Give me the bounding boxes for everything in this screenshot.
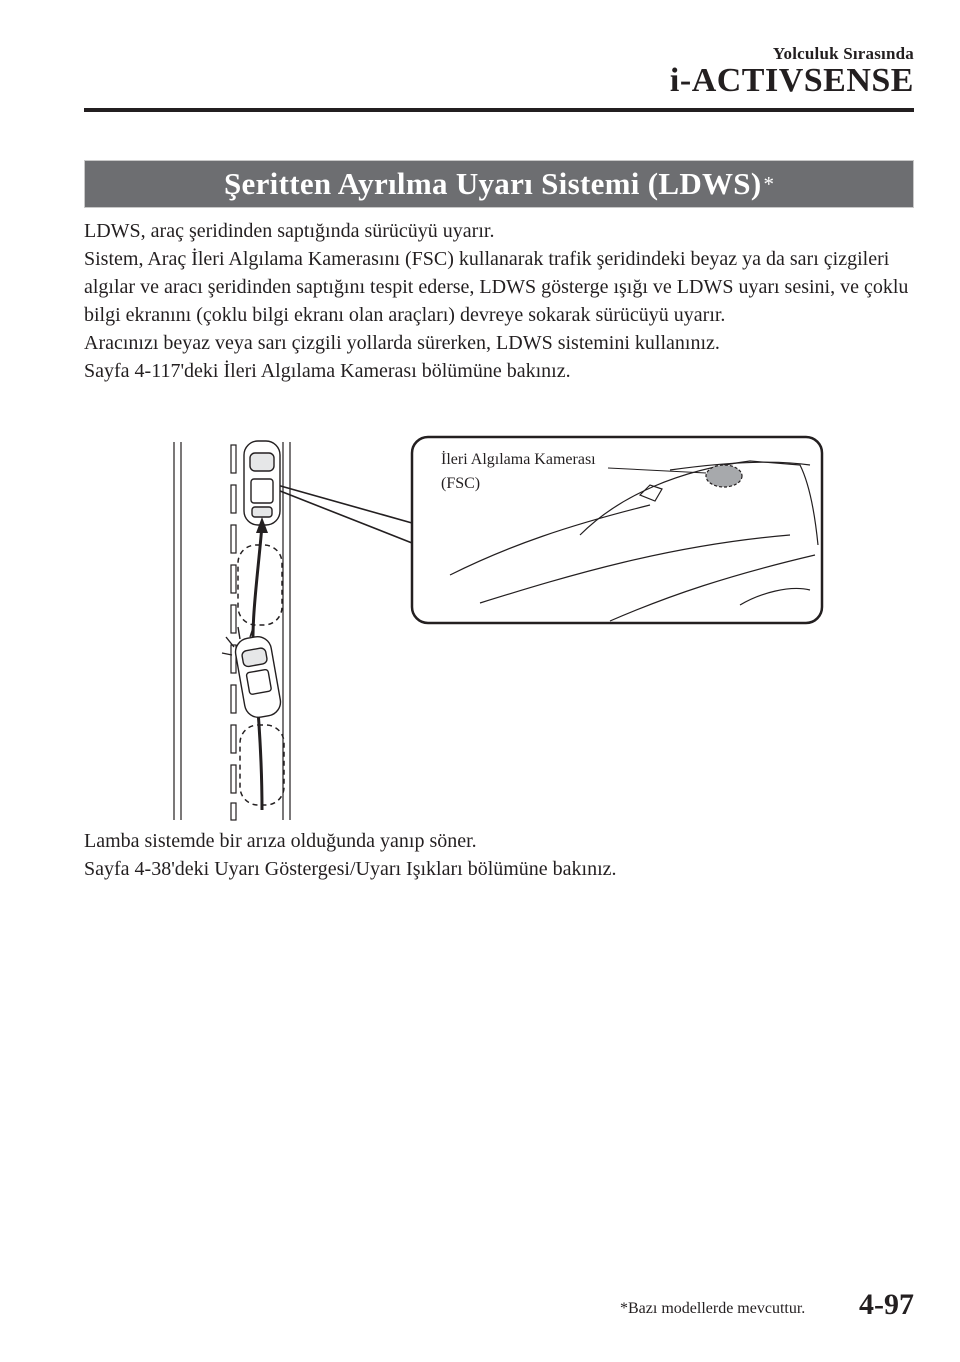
callout-line: İleri Algılama Kamerası: [441, 451, 596, 468]
camera-marker: [706, 465, 742, 487]
title-footnote-marker: *: [763, 171, 774, 196]
callout-leader: [270, 483, 412, 523]
car-departing-icon: [233, 634, 282, 719]
footnote: *Bazı modellerde mevcuttur.: [620, 1300, 806, 1317]
lamp-info-text: [84, 827, 924, 883]
paragraph: LDWS, araç şeridinden saptığında sürücüyü uyarır.: [84, 220, 495, 242]
lane-marking-dashes: [231, 445, 236, 820]
paragraph: Lamba sistemde bir arıza olduğunda yanıp söner.: [84, 830, 477, 852]
car-top-icon: [244, 441, 280, 525]
section-title: i-ACTIVSENSE: [669, 62, 914, 99]
callout-line: (FSC): [441, 475, 481, 492]
page-number: 4-97: [859, 1288, 914, 1321]
paragraph: Sayfa 4-117'deki İleri Algılama Kamerası bölümüne bakınız.: [84, 360, 571, 382]
paragraph: Sayfa 4-38'deki Uyarı Göstergesi/Uyarı Işıkları bölümüne bakınız.: [84, 858, 617, 880]
page-title: Şeritten Ayrılma Uyarı Sistemi (LDWS): [224, 166, 762, 201]
paragraph: Sistem, Araç İleri Algılama Kamerasını (FSC) kullanarak trafik şeridindeki beyaz ya da sarı çizgileri algılar ve aracı şeridinden saptığını tespit ederse, LDWS gösterge ışığı ve LDWS uyarı sesini, ve çoklu bilgi ekranını (çoklu bilgi ekranı olan araçları) devreye sokarak sürücüyü uyarır.: [84, 248, 909, 326]
intro-text: [84, 217, 924, 385]
callout-leader: [270, 487, 412, 543]
paragraph: Aracınızı beyaz veya sarı çizgili yollarda sürerken, LDWS sistemini kullanınız.: [84, 332, 720, 354]
section-subtitle: Yolculuk Sırasında: [772, 44, 914, 63]
camera-callout-label: [441, 448, 596, 496]
header-rule: [84, 108, 914, 112]
page-title-bar: [84, 160, 914, 208]
